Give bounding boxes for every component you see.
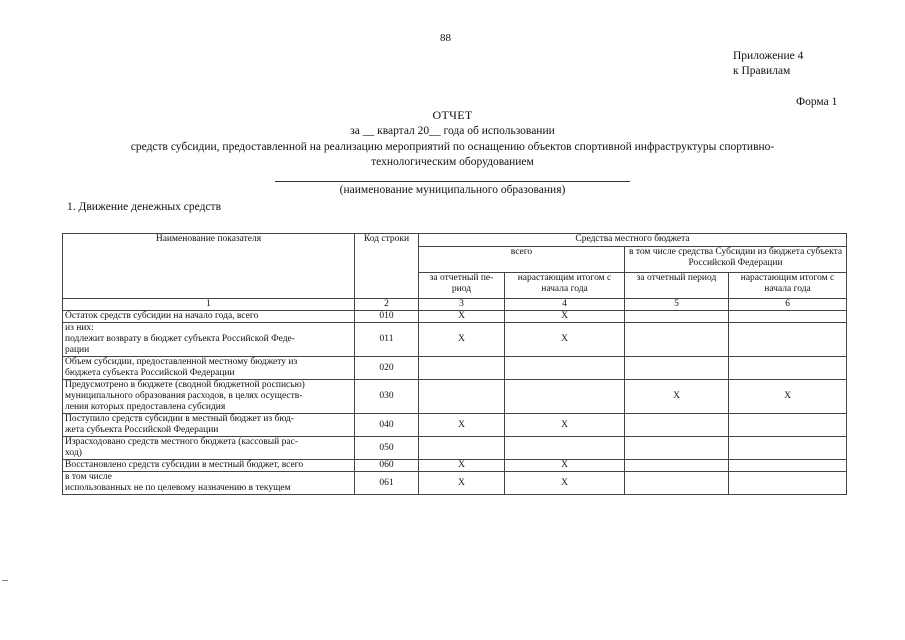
header-local-budget: Средства местного бюджета xyxy=(419,234,847,247)
cell-subsidy-period xyxy=(625,323,729,357)
cell-subsidy-cumulative xyxy=(729,357,847,380)
header-period-2: за отчетный период xyxy=(625,272,729,298)
municipality-blank-line xyxy=(275,181,630,182)
cell-total-cumulative: X xyxy=(505,323,625,357)
report-period-line: за __ квартал 20__ года об использовании xyxy=(350,125,555,137)
row-code-cell: 061 xyxy=(355,472,419,495)
row-name-cell: из них: подлежит возврату в бюджет субъекта Российской Феде- рации xyxy=(63,323,355,357)
row-code-cell: 040 xyxy=(355,414,419,437)
cell-total-period: X xyxy=(419,311,505,323)
row-code-cell: 011 xyxy=(355,323,419,357)
column-number: 3 xyxy=(419,299,505,311)
table-body xyxy=(63,311,847,495)
header-total: всего xyxy=(419,246,625,272)
appendix-line-2: к Правилам xyxy=(733,65,791,77)
cell-subsidy-period xyxy=(625,414,729,437)
table-row xyxy=(63,380,847,414)
cell-subsidy-cumulative xyxy=(729,460,847,472)
cell-total-period: X xyxy=(419,460,505,472)
table-row xyxy=(63,357,847,380)
appendix-line-1: Приложение 4 xyxy=(733,50,804,62)
cell-total-cumulative xyxy=(505,357,625,380)
header-row-code: Код строки xyxy=(355,234,419,299)
cell-subsidy-cumulative xyxy=(729,472,847,495)
cell-subsidy-period xyxy=(625,437,729,460)
cell-subsidy-cumulative xyxy=(729,414,847,437)
row-name-cell: в том числе использованных не по целевому назначению в текущем xyxy=(63,472,355,495)
row-name-cell: Восстановлено средств субсидии в местный бюджет, всего xyxy=(63,460,355,472)
cell-subsidy-cumulative xyxy=(729,311,847,323)
column-number: 6 xyxy=(729,299,847,311)
table-row xyxy=(63,414,847,437)
column-number-row xyxy=(63,299,847,311)
cell-subsidy-period xyxy=(625,357,729,380)
cell-total-period: X xyxy=(419,323,505,357)
column-number: 5 xyxy=(625,299,729,311)
row-code-cell: 030 xyxy=(355,380,419,414)
header-cumulative-1: нарастающим итогом с начала года xyxy=(505,272,625,298)
cell-subsidy-period xyxy=(625,472,729,495)
cell-subsidy-period xyxy=(625,311,729,323)
header-period-1: за отчетный пе-риод xyxy=(419,272,505,298)
section-title: 1. Движение денежных средств xyxy=(67,201,221,213)
report-subject-line-2: технологическим оборудованием xyxy=(371,156,534,168)
appendix-reference xyxy=(733,49,893,79)
row-name-cell: Предусмотрено в бюджете (сводной бюджетной росписью) муниципального образования расходов, в целях осуществ- ления которых предоставлена субсидия xyxy=(63,380,355,414)
table-row xyxy=(63,472,847,495)
cell-subsidy-period xyxy=(625,460,729,472)
report-title: ОТЧЕТ xyxy=(432,108,473,122)
cell-total-cumulative: X xyxy=(505,460,625,472)
cell-total-cumulative: X xyxy=(505,414,625,437)
row-code-cell: 010 xyxy=(355,311,419,323)
cash-flow-table xyxy=(62,233,847,495)
column-number: 1 xyxy=(63,299,355,311)
row-name-cell: Остаток средств субсидии на начало года, всего xyxy=(63,311,355,323)
table-row xyxy=(63,460,847,472)
row-code-cell: 020 xyxy=(355,357,419,380)
cell-subsidy-cumulative xyxy=(729,437,847,460)
table-row xyxy=(63,311,847,323)
page-number: 88 xyxy=(440,32,451,44)
row-code-cell: 060 xyxy=(355,460,419,472)
column-number: 2 xyxy=(355,299,419,311)
row-code-cell: 050 xyxy=(355,437,419,460)
cell-total-cumulative: X xyxy=(505,472,625,495)
cell-total-cumulative: X xyxy=(505,311,625,323)
cell-total-cumulative xyxy=(505,437,625,460)
cell-subsidy-cumulative xyxy=(729,323,847,357)
header-indicator-name: Наименование показателя xyxy=(63,234,355,299)
cell-subsidy-period: X xyxy=(625,380,729,414)
cell-total-period: X xyxy=(419,472,505,495)
cell-total-period xyxy=(419,380,505,414)
cell-subsidy-cumulative: X xyxy=(729,380,847,414)
table-row xyxy=(63,437,847,460)
report-subject-line: средств субсидии, предоставленной на реализацию мероприятий по оснащению объектов спортивной инфраструктуры спортивно- xyxy=(130,141,775,153)
margin-mark xyxy=(2,580,8,581)
header-incl-subsidy: в том числе средства Субсидии из бюджета субъекта Российской Федерации xyxy=(625,246,847,272)
column-number: 4 xyxy=(505,299,625,311)
row-name-cell: Израсходовано средств местного бюджета (кассовый рас- ход) xyxy=(63,437,355,460)
municipality-caption: (наименование муниципального образования) xyxy=(339,184,566,196)
row-name-cell: Объем субсидии, предоставленной местному бюджету из бюджета субъекта Российской Федерации xyxy=(63,357,355,380)
form-label: Форма 1 xyxy=(796,96,838,108)
cell-total-cumulative xyxy=(505,380,625,414)
row-name-cell: Поступило средств субсидии в местный бюджет из бюд- жета субъекта Российской Федерации xyxy=(63,414,355,437)
cell-total-period xyxy=(419,357,505,380)
table-row xyxy=(63,323,847,357)
header-cumulative-2: нарастающим итогом с начала года xyxy=(729,272,847,298)
cell-total-period xyxy=(419,437,505,460)
cell-total-period: X xyxy=(419,414,505,437)
